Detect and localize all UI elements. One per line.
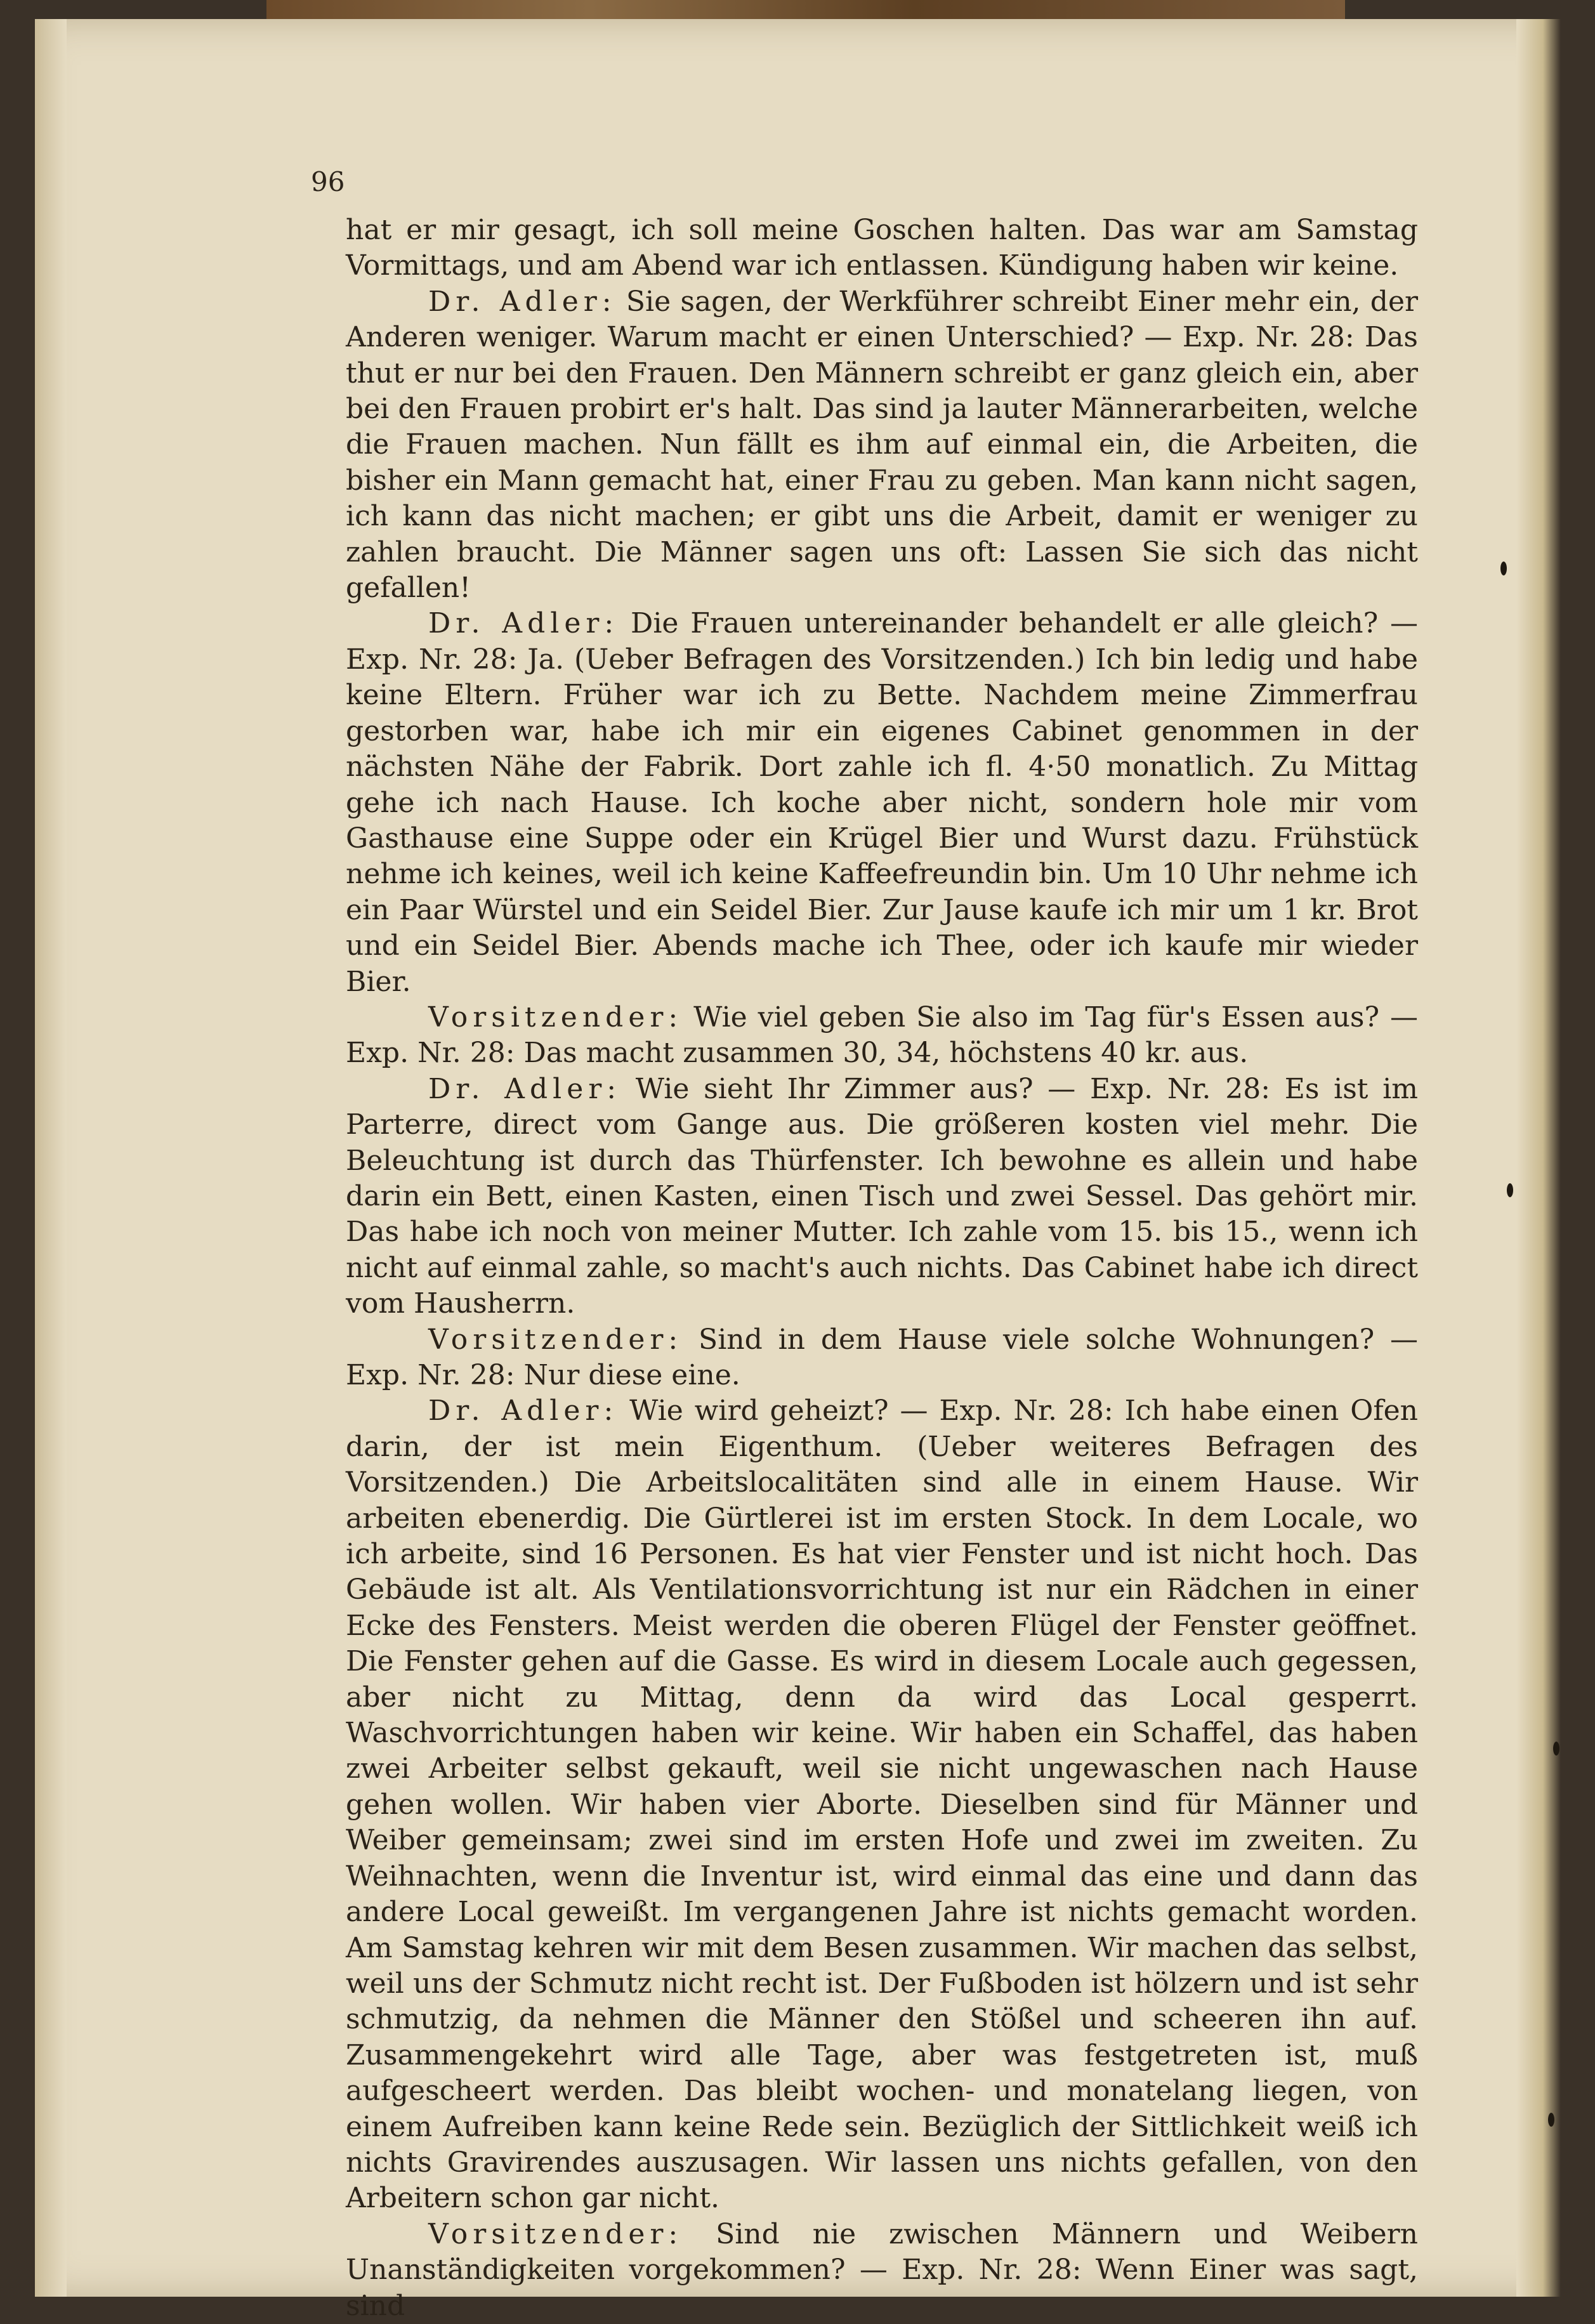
paragraph-text: Die Frauen untereinander behandelt er alle gleich? — Exp. Nr. 28: Ja. (Ueber Befragen des Vorsitzenden.) Ich bin ledig und habe keine Eltern. Früher war ich zu Bette. Nachdem meine Zimmerfrau gestorben war, habe ich mir ein eigenes Cabinet genommen in der nächsten Nähe der Fabrik. Dort zahle ich fl. 4·50 monatlich. Zu Mittag gehe ich nach Hause. Ich koche aber nicht, sondern hole mir vom Gasthause eine Suppe oder ein Krügel Bier und Wurst dazu. Frühstück nehme ich keines, weil ich keine Kaffeefreundin bin. Um 10 Uhr nehme ich ein Paar Würstel und ein Seidel Bier. Zur Jause kaufe ich mir um 1 kr. Brot und ein Seidel Bier. Abends mache ich Thee, oder ich kaufe mir wieder Bier. [346,607,1418,998]
body-text [346,213,1418,2324]
paragraph [346,213,1418,284]
paragraph-text: Wie sieht Ihr Zimmer aus? — Exp. Nr. 28: Es ist im Parterre, direct vom Gange aus. Die größeren kosten viel mehr. Die Beleuchtung ist durch das Thürfenster. Ich bewohne es allein und habe darin ein Bett, einen Kasten, einen Tisch und zwei Sessel. Das gehört mir. Das habe ich noch von meiner Mutter. Ich zahle vom 15. bis 15., wenn ich nicht auf einmal zahle, so macht's auch nichts. Das Cabinet habe ich direct vom Hausherrn. [346,1072,1418,1320]
page-number: 96 [311,166,345,197]
speaker-name: Vorsitzender: [428,1323,683,1356]
book-cover-edge [266,0,1345,19]
margin-ink-mark [1548,2113,1554,2127]
paragraph [346,2217,1418,2324]
speaker-name: Dr. Adler: [428,285,617,318]
paragraph [346,606,1418,999]
paragraph-text: Sind nie zwischen Männern und Weibern Unanständigkeiten vorgekommen? — Exp. Nr. 28: Wenn Einer was sagt, sind [346,2217,1418,2322]
paragraph [346,1393,1418,2216]
paragraph [346,1000,1418,1072]
speaker-name: Vorsitzender: [428,2217,683,2250]
speaker-name: Dr. Adler: [428,1395,619,1428]
page-edge-shadow [1516,19,1561,2297]
paragraph [346,284,1418,607]
paragraph-text: Sind in dem Hause viele solche Wohnungen? — Exp. Nr. 28: Nur diese eine. [346,1323,1418,1391]
paragraph-text: Wie wird geheizt? — Exp. Nr. 28: Ich habe einen Ofen darin, der ist mein Eigenthum. (Ueber weiteres Befragen des Vorsitzenden.) Die Arbeitslocalitäten sind alle in einem Hause. Wir arbeiten ebenerdig. Die Gürtlerei ist im ersten Stock. In dem Locale, wo ich arbeite, sind 16 Personen. Es hat vier Fenster und ist nicht hoch. Das Gebäude ist alt. Als Ventilationsvorrichtung ist nur ein Rädchen in einer Ecke des Fensters. Meist werden die oberen Flügel der Fenster geöffnet. Die Fenster gehen auf die Gasse. Es wird in diesem Locale auch gegessen, aber nicht zu Mittag, denn da wird das Local gesperrt. Waschvorrichtungen haben wir keine. Wir haben ein Schaffel, das haben zwei Arbeiter selbst gekauft, weil sie nicht ungewaschen nach Hause gehen wollen. Wir haben vier Aborte. Dieselben sind für Männer und Weiber gemeinsam; zwei sind im ersten Hofe und zwei im zweiten. Zu Weihnachten, wenn die Inventur ist, wird einmal das eine und dann das andere Local geweißt. Im vergangenen Jahre ist nichts gemacht worden. Am Samstag kehren wir mit dem Besen zusammen. Wir machen das selbst, weil uns der Schmutz nicht recht ist. Der Fußboden ist hölzern und ist sehr schmutzig, da nehmen die Männer den Stößel und scheeren ihn auf. Zusammengekehrt wird alle Tage, aber was festgetreten ist, muß aufgescheert werden. Das bleibt wochen- und monatelang liegen, von einem Aufreiben kann keine Rede sein. Bezüglich der Sittlichkeit weiß ich nichts Gravirendes auszusagen. Wir lassen uns nichts gefallen, von den Arbeitern schon gar nicht. [346,1395,1419,2215]
paragraph-text: Sie sagen, der Werkführer schreibt Einer mehr ein, der Anderen weniger. Warum macht er einen Unterschied? — Exp. Nr. 28: Das thut er nur bei den Frauen. Den Männern schreibt er ganz gleich ein, aber bei den Frauen probirt er's halt. Das sind ja lauter Männerarbeiten, welche die Frauen machen. Nun fällt es ihm auf einmal ein, die Arbeiten, die bisher ein Mann gemacht hat, einer Frau zu geben. Man kann nicht sagen, ich kann das nicht machen; er gibt uns die Arbeit, damit er weniger zu zahlen braucht. Die Männer sagen uns oft: Lassen Sie sich das nicht gefallen! [346,285,1419,605]
speaker-name: Vorsitzender: [428,1001,683,1034]
paragraph-text: Wie viel geben Sie also im Tag für's Essen aus? — Exp. Nr. 28: Das macht zusammen 30, 34, höchstens 40 kr. aus. [346,1001,1418,1070]
paragraph [346,1322,1418,1394]
paragraph [346,1072,1418,1322]
speaker-name: Dr. Adler: [428,607,619,640]
paragraph-text: hat er mir gesagt, ich soll meine Goschen halten. Das war am Samstag Vormittags, und am Abend war ich entlassen. Kündigung haben wir keine. [346,214,1418,282]
margin-ink-mark [1553,1742,1559,1756]
margin-ink-mark [1507,1183,1513,1197]
page-gutter-shadow [35,19,67,2297]
speaker-name: Dr. Adler: [428,1072,622,1105]
margin-ink-mark [1500,561,1507,575]
